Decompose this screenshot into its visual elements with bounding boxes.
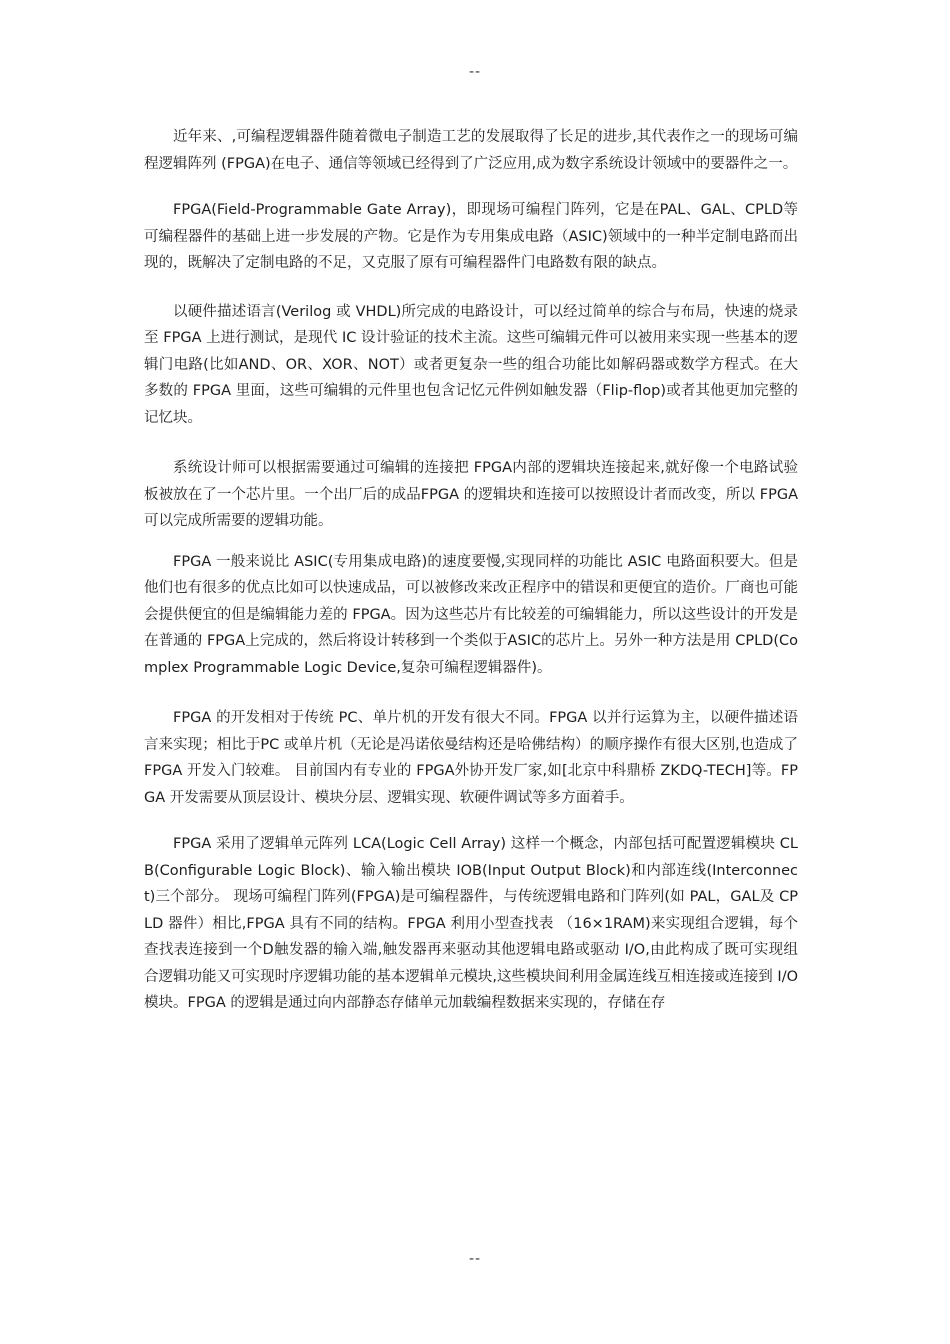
page-footer-marker: -- [468,1251,482,1267]
paragraph-1: 近年来、,可编程逻辑器件随着微电子制造工艺的发展取得了长足的进步,其代表作之一的现场可编程逻辑阵列 (FPGA)在电子、通信等领域已经得到了广泛应用,成为数字系统设计领域中的要器件之一。 [144,129,798,172]
paragraph-4: 系统设计师可以根据需要通过可编辑的连接把 FPGA内部的逻辑块连接起来,就好像一个电路试验板被放在了一个芯片里。一个出厂后的成品FPGA 的逻辑块和连接可以按照设计者而改变，所以 FPGA 可以完成所需要的逻辑功能。 [144,460,798,529]
paragraph-5: FPGA 一般来说比 ASIC(专用集成电路)的速度要慢,实现同样的功能比 ASIC 电路面积要大。但是他们也有很多的优点比如可以快速成品，可以被修改来改正程序中的错误和更便宜的造价。厂商也可能会提供便宜的但是编辑能力差的 FPGA。因为这些芯片有比较差的可编辑能力，所以这些设计的开发是在普通的 FPGA上完成的，然后将设计转移到一个类似于ASIC的芯片上。另外一种方法是用 CPLD(Complex Programmable Logic Device,复杂可编程逻辑器件)。 [144,553,798,676]
paragraph-3: 以硬件描述语言(Verilog 或 VHDL)所完成的电路设计，可以经过简单的综合与布局，快速的烧录至 FPGA 上进行测试，是现代 IC 设计验证的技术主流。这些可编辑元件可以被用来实现一些基本的逻辑门电路(比如AND、OR、XOR、NOT）或者更复杂一些的组合功能比如解码器或数学方程式。在大多数的 FPGA 里面，这些可编辑的元件里也包含记忆元件例如触发器（Flip-flop)或者其他更加完整的记忆块。 [144,303,798,426]
paragraph-2: FPGA(Field-Programmable Gate Array)，即现场可编程门阵列，它是在PAL、GAL、CPLD等可编程器件的基础上进一步发展的产物。它是作为专用集成电路（ASIC)领域中的一种半定制电路而出现的，既解决了定制电路的不足，又克服了原有可编程器件门电路数有限的缺点。 [144,202,798,271]
document-body [144,124,798,1017]
paragraph-6: FPGA 的开发相对于传统 PC、单片机的开发有很大不同。FPGA 以并行运算为主，以硬件描述语言来实现；相比于PC 或单片机（无论是冯诺依曼结构还是哈佛结构）的顺序操作有很大区别,也造成了 FPGA 开发入门较难。 目前国内有专业的 FPGA外协开发厂家,如[北京中科鼎桥 ZKDQ-TECH]等。FPGA 开发需要从顶层设计、模块分层、逻辑实现、软硬件调试等多方面着手。 [144,710,798,806]
page-header-marker: -- [468,64,482,80]
paragraph-7: FPGA 采用了逻辑单元阵列 LCA(Logic Cell Array) 这样一个概念，内部包括可配置逻辑模块 CLB(Configurable Logic Block)、输入输出模块 IOB(Input Output Block)和内部连线(Interconnect)三个部分。 现场可编程门阵列(FPGA)是可编程器件，与传统逻辑电路和门阵列(如 PAL，GAL及 CPLD 器件）相比,FPGA 具有不同的结构。FPGA 利用小型查找表 （16×1RAM)来实现组合逻辑，每个查找表连接到一个D触发器的输入端,触发器再来驱动其他逻辑电路或驱动 I/O,由此构成了既可实现组合逻辑功能又可实现时序逻辑功能的基本逻辑单元模块,这些模块间利用金属连线互相连接或连接到 I/O 模块。FPGA 的逻辑是通过向内部静态存储单元加载编程数据来实现的，存储在存 [144,836,798,1011]
